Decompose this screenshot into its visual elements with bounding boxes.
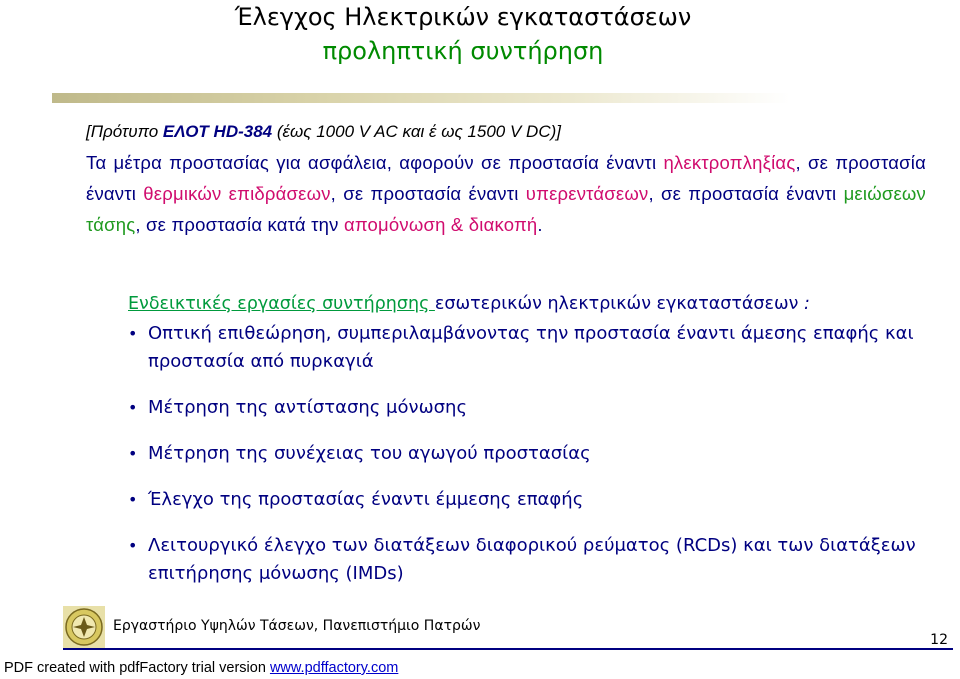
list-item-text: Οπτική επιθεώρηση, συμπεριλαμβάνοντας την προστασία έναντι άμεσης επαφής και προστασία από πυρκαγιά	[148, 323, 914, 372]
list-item	[128, 532, 928, 588]
footer-divider	[63, 648, 953, 650]
para-text: , σε προστασία έναντι	[86, 152, 926, 204]
page-number: 12	[930, 632, 948, 648]
protection-measures-paragraph	[86, 147, 926, 240]
para-text: , σε προστασία έναντι	[330, 183, 526, 204]
maintenance-task-list	[128, 320, 928, 588]
para-text: Τα μέτρα προστασίας για ασφάλεια, αφορούν σε προστασία έναντι	[86, 152, 664, 173]
watermark-link[interactable]: www.pdffactory.com	[269, 660, 399, 676]
university-seal-icon	[63, 606, 105, 648]
slide-title: Έλεγχος Ηλεκτρικών εγκαταστάσεων	[234, 3, 692, 31]
standard-open: [Πρότυπο	[86, 122, 163, 141]
para-highlight: απομόνωση & διακοπή	[343, 214, 538, 235]
list-item-text: Έλεγχο της προστασίας έναντι έμμεσης επαφής	[148, 489, 584, 510]
para-highlight: ηλεκτροπληξίας	[663, 152, 796, 173]
list-item	[128, 394, 928, 422]
bullet-icon: •	[128, 324, 138, 343]
standard-range: (έως 1000 V AC και έ ως 1500 V DC)]	[272, 122, 561, 141]
bullet-icon: •	[128, 536, 138, 555]
bullet-icon: •	[128, 444, 138, 463]
para-highlight: υπερεντάσεων	[525, 183, 649, 204]
tasks-intro	[128, 291, 810, 317]
para-highlight-green: μειώσεων τάσης	[86, 183, 926, 235]
list-item	[128, 440, 928, 468]
slide-subtitle: προληπτική συντήρηση	[322, 37, 604, 65]
para-text: , σε προστασία έναντι	[648, 183, 844, 204]
list-item	[128, 320, 928, 376]
pdf-watermark	[4, 659, 398, 677]
list-item-text: Μέτρηση της συνέχειας του αγωγού προστασίας	[148, 443, 591, 464]
list-item-text: Μέτρηση της αντίστασης μόνωσης	[148, 397, 468, 418]
bullet-icon: •	[128, 398, 138, 417]
title-divider	[52, 93, 790, 103]
standard-reference	[86, 121, 561, 143]
para-highlight: θερμικών επιδράσεων	[143, 183, 331, 204]
tasks-intro-rest: εσωτερικών ηλεκτρικών εγκαταστάσεων	[434, 294, 799, 314]
para-text: , σε προστασία κατά την	[135, 214, 344, 235]
list-item-text: Λειτουργικό έλεγχο των διατάξεων διαφορικού ρεύματος (RCDs) και των διατάξεων επιτήρησης μόνωσης (IMDs)	[148, 535, 916, 584]
tasks-intro-colon: :	[798, 294, 810, 314]
tasks-intro-underlined: Ενδεικτικές εργασίες συντήρησης	[128, 294, 435, 314]
para-text: .	[537, 214, 543, 235]
watermark-text: PDF created with pdfFactory trial version	[4, 660, 270, 676]
standard-name: ΕΛΟΤ HD-384	[162, 122, 273, 141]
footer-lab-name: Εργαστήριο Υψηλών Τάσεων, Πανεπιστήμιο Πατρών	[113, 618, 481, 634]
bullet-icon: •	[128, 490, 138, 509]
list-item	[128, 486, 928, 514]
